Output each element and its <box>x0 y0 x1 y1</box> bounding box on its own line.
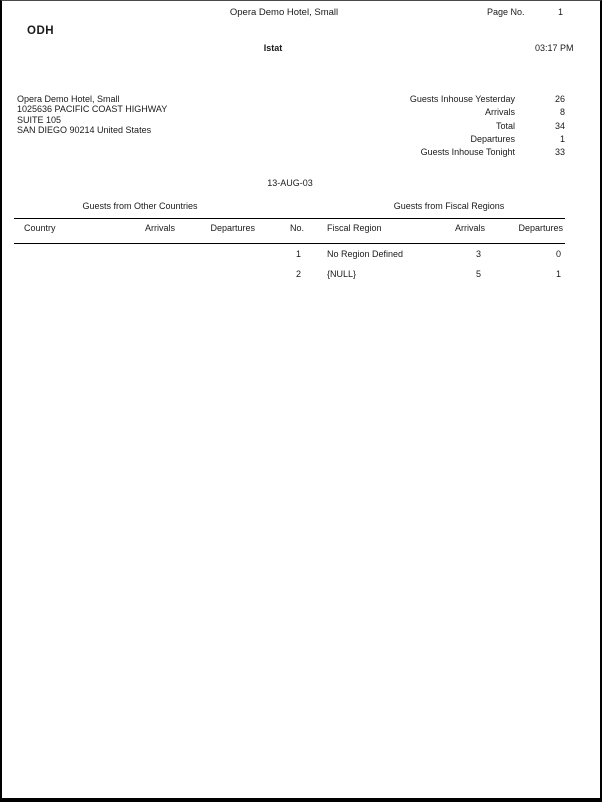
summary-label: Guests Inhouse Tonight <box>420 147 515 158</box>
summary-row <box>2 134 565 147</box>
header-hotel-name: Opera Demo Hotel, Small <box>229 7 339 18</box>
column-header-departures-left: Departures <box>210 223 255 233</box>
report-date: 13-AUG-03 <box>267 178 313 188</box>
table-row-cell-arrivals: 5 <box>475 269 481 279</box>
hotel-code: ODH <box>27 25 55 37</box>
table-row-cell-departures: 1 <box>555 269 561 279</box>
summary-row <box>2 94 565 107</box>
address-line: Opera Demo Hotel, Small <box>17 94 120 104</box>
column-header-arrivals-left: Arrivals <box>144 223 175 233</box>
group-header-fiscal-regions: Guests from Fiscal Regions <box>393 201 505 211</box>
table-top-rule <box>14 218 565 219</box>
table-row-cell-departures: 0 <box>555 249 561 259</box>
print-time: 03:17 PM <box>535 43 574 53</box>
column-header-departures-right: Departures <box>518 223 563 233</box>
summary-value: 26 <box>554 94 565 104</box>
summary-label: Departures <box>470 133 515 144</box>
summary-value: 8 <box>559 107 565 118</box>
page-number-label: Page No. <box>487 7 525 17</box>
guest-summary <box>2 94 565 160</box>
table-row-cell-no: 2 <box>295 269 301 279</box>
address-line: SUITE 105 <box>17 114 62 125</box>
table-row-cell-fiscal-region: {NULL} <box>327 269 357 279</box>
summary-label: Guests Inhouse Yesterday <box>409 94 515 104</box>
summary-value: 34 <box>554 120 565 131</box>
summary-row <box>2 121 565 134</box>
column-header-no: No. <box>289 223 304 233</box>
summary-row <box>2 107 565 120</box>
address-line: SAN DIEGO 90214 United States <box>17 125 152 136</box>
summary-label: Arrivals <box>484 107 515 118</box>
table-header-rule <box>14 243 565 244</box>
table-row-cell-no: 1 <box>295 249 301 259</box>
table-row-cell-arrivals: 3 <box>475 249 481 259</box>
summary-value: 1 <box>559 133 565 144</box>
address-line: 1025636 PACIFIC COAST HIGHWAY <box>17 104 168 115</box>
column-header-arrivals-right: Arrivals <box>454 223 485 233</box>
page-number-value: 1 <box>557 7 563 17</box>
column-header-fiscal-region: Fiscal Region <box>327 223 382 233</box>
summary-row <box>2 147 565 160</box>
table-row-cell-fiscal-region: No Region Defined <box>327 249 404 259</box>
summary-value: 33 <box>554 147 565 158</box>
column-header-country: Country <box>24 223 56 233</box>
summary-label: Total <box>495 120 515 131</box>
report-name: Istat <box>263 43 283 53</box>
group-header-other-countries: Guests from Other Countries <box>82 201 198 211</box>
